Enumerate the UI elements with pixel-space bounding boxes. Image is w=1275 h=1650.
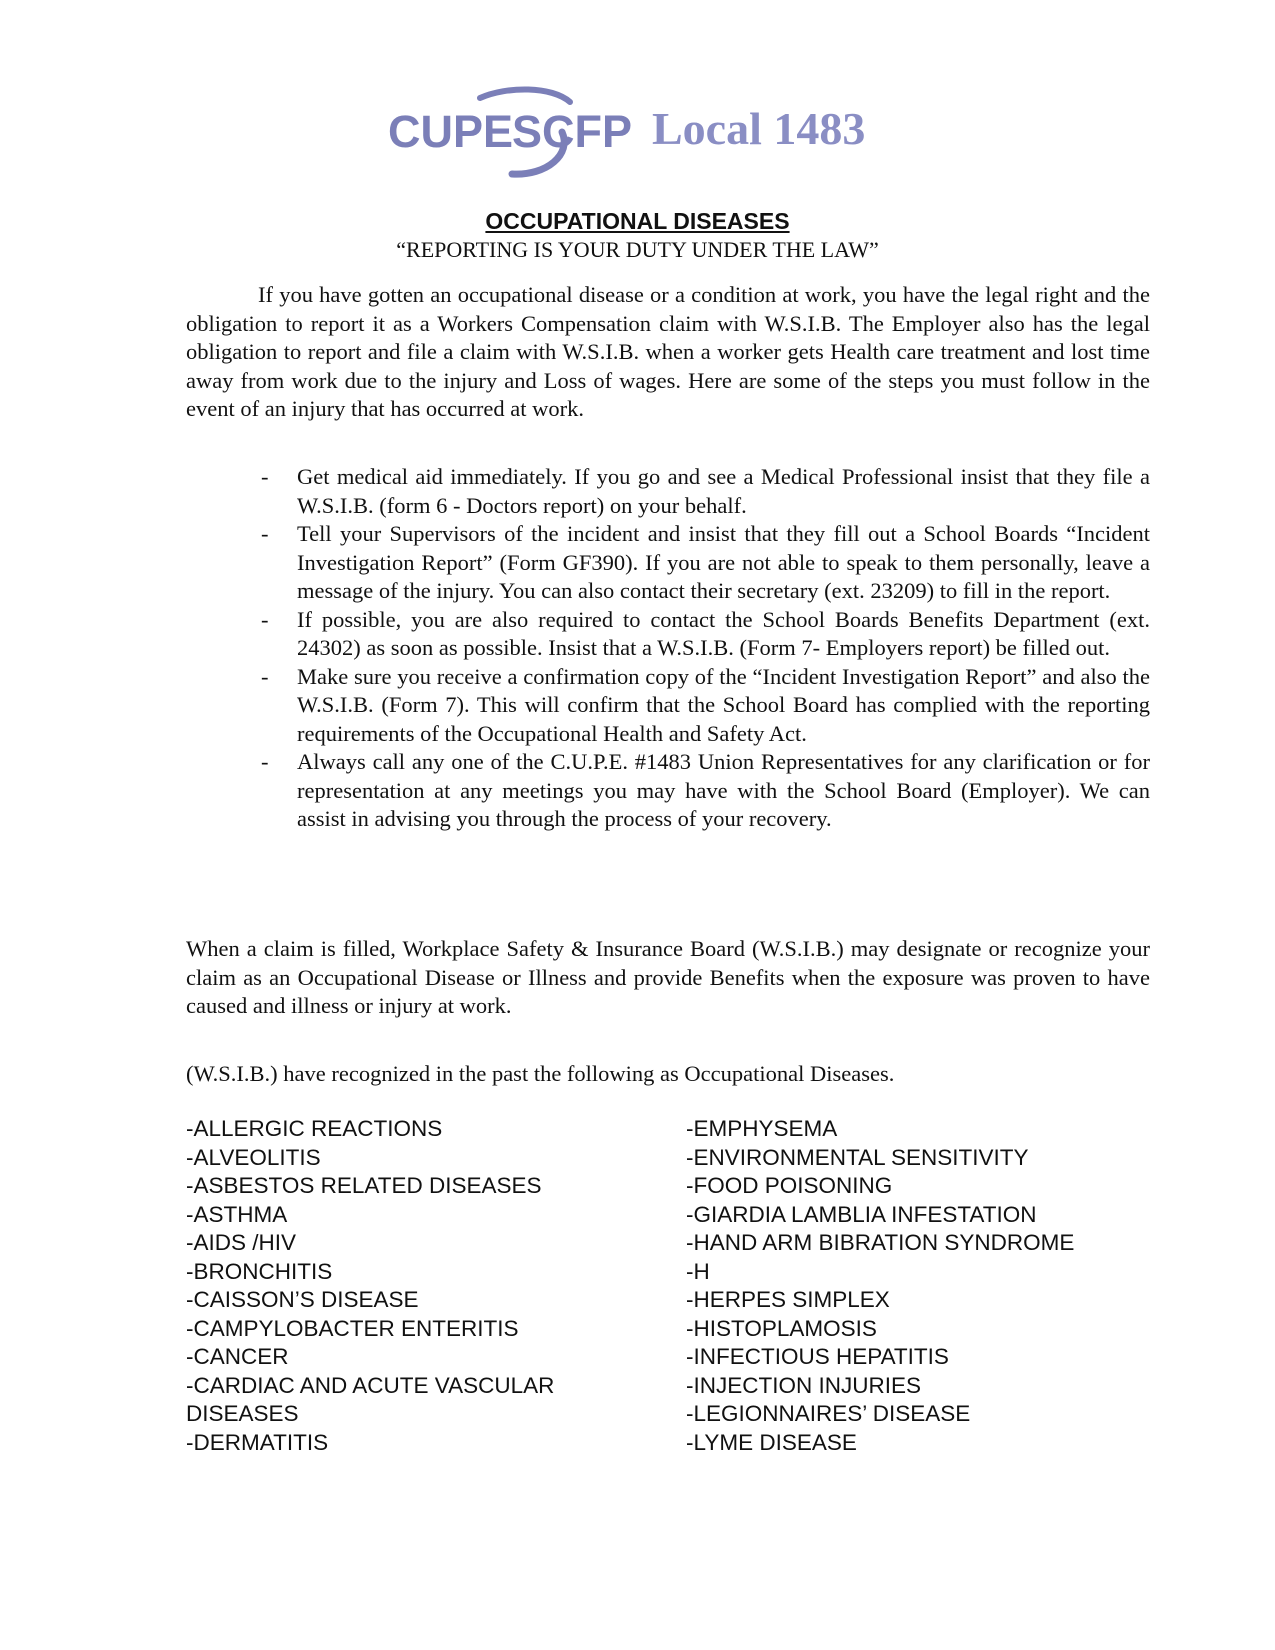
recognized-intro: (W.S.I.B.) have recognized in the past the following as Occupational Diseases. (186, 1061, 895, 1086)
disease-item: -CAMPYLOBACTER ENTERITIS (186, 1315, 519, 1341)
step-item: - If possible, you are also required to contact the School Boards Benefits Department (ext. 24302) as soon as possible. Insist that a W.S.I.B. (Form 7- Employers report) be filled out. (261, 606, 1150, 660)
steps-list (186, 463, 1150, 834)
page-title: OCCUPATIONAL DISEASES (485, 208, 790, 234)
disease-item: -HISTOPLAMOSIS (686, 1315, 877, 1341)
claim-paragraph: When a claim is filled, Workplace Safety & Insurance Board (W.S.I.B.) may designate or recognize your claim as an Occupational Disease or Illness and provide Benefits when the exposure was proven to have caused and illness or injury at work. (186, 936, 1150, 1018)
disease-item: -CANCER (186, 1344, 289, 1369)
step-item: - Tell your Supervisors of the incident and insist that they fill out a School Boards “Incident Investigation Report” (Form GF390). If you are not able to speak to them personally, leave a message of the injury. You can also contact their secretary (ext. 23209) to fill in the report. (261, 521, 1150, 603)
disease-item: -INJECTION INJURIES (686, 1372, 922, 1398)
page-subtitle: “REPORTING IS YOUR DUTY UNDER THE LAW” (396, 237, 879, 262)
diseases-list-left (186, 1115, 646, 1457)
disease-item: -LEGIONNAIRES’ DISEASE (686, 1401, 971, 1426)
disease-item: -ASBESTOS RELATED DISEASES (186, 1173, 542, 1198)
disease-item: -ENVIRONMENTAL SENSITIVITY (686, 1144, 1029, 1170)
step-text: Tell your Supervisors of the incident and insist that they fill out a School Boards “Incident Investigation Report” (Form GF390). If you are not able to speak to them personally, leave a message of the injury. You can also contact their secretary (ext. 23209) to fill in the report. (297, 521, 1150, 603)
step-item: - Get medical aid immediately. If you go and see a Medical Professional insist that they file a W.S.I.B. (form 6 - Doctors report) on your behalf. (261, 464, 1150, 518)
step-item: - Make sure you receive a confirmation copy of the “Incident Investigation Report” and also the W.S.I.B. (Form 7). This will confirm that the School Board has complied with the reporting requirements of the Occupational Health and Safety Act. (261, 663, 1150, 746)
disease-item: -DERMATITIS (186, 1429, 329, 1455)
disease-item: -H (686, 1258, 710, 1284)
disease-item: -ALLERGIC REACTIONS (186, 1116, 443, 1141)
disease-item: -CAISSON’S DISEASE (186, 1287, 419, 1312)
step-item: - Always call any one of the C.U.P.E. #1483 Union Representatives for any clarification or for representation at any meetings you may have with the School Board (Employer). We can assist in advising you through the process of your recovery. (261, 749, 1150, 831)
cupe-scfp-logo (382, 84, 922, 184)
disease-item: -CARDIAC AND ACUTE VASCULAR DISEASES (186, 1372, 555, 1426)
step-text: Get medical aid immediately. If you go and see a Medical Professional insist that they file a W.S.I.B. (form 6 - Doctors report) on your behalf. (297, 464, 1150, 518)
disease-item: -HERPES SIMPLEX (686, 1287, 890, 1312)
diseases-list-right (686, 1115, 1156, 1457)
logo-local-text: Local 1483 (652, 103, 866, 154)
logo-scfp-text: SCFP (512, 106, 633, 157)
step-text: If possible, you are also required to contact the School Boards Benefits Department (ext. 24302) as soon as possible. Insist that a W.S.I.B. (Form 7- Employers report) be filled out. (297, 606, 1150, 660)
disease-item: -GIARDIA LAMBLIA INFESTATION (686, 1201, 1037, 1227)
intro-paragraph: If you have gotten an occupational disease or a condition at work, you have the legal right and the obligation to report it as a Workers Compensation claim with W.S.I.B. The Employer also has the legal obligation to report and file a claim with W.S.I.B. when a worker gets Health care treatment and lost time away from work due to the injury and Loss of wages. Here are some of the steps you must follow in the event of an injury that has occurred at work. (186, 282, 1150, 421)
disease-item: -BRONCHITIS (186, 1258, 333, 1284)
step-text: Always call any one of the C.U.P.E. #1483 Union Representatives for any clarification or for representation at any meetings you may have with the School Board (Employer). We can assist in advising you through the process of your recovery. (297, 749, 1150, 831)
disease-item: -FOOD POISONING (686, 1173, 893, 1198)
disease-item: -LYME DISEASE (686, 1429, 857, 1455)
disease-item: -INFECTIOUS HEPATITIS (686, 1344, 949, 1369)
disease-item: -AIDS /HIV (186, 1230, 297, 1255)
disease-item: -ASTHMA (186, 1201, 288, 1227)
disease-item: -EMPHYSEMA (686, 1116, 838, 1141)
logo-cupe-text: CUPE (388, 106, 514, 157)
step-text: Make sure you receive a confirmation copy of the “Incident Investigation Report” and also the W.S.I.B. (Form 7). This will confirm that the School Board has complied with the reporting requirements of the Occupational Health and Safety Act. (297, 663, 1150, 746)
disease-item: -ALVEOLITIS (186, 1144, 321, 1170)
disease-item: -HAND ARM BIBRATION SYNDROME (686, 1230, 1075, 1255)
